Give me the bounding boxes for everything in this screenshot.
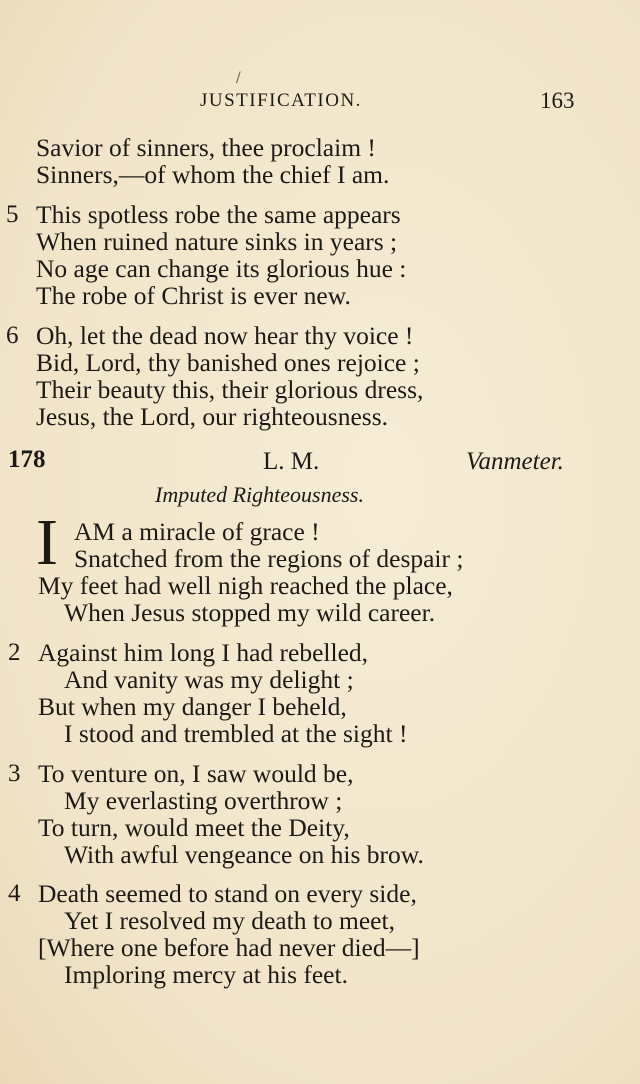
verse-number: 6: [6, 322, 19, 349]
verse-line: My feet had well nigh reached the place,: [38, 571, 453, 600]
verse-line: This spotless robe the same appears: [36, 200, 401, 229]
verse-number: 5: [6, 201, 19, 228]
running-head: JUSTIFICATION.: [200, 90, 362, 111]
verse-number: 2: [8, 639, 21, 666]
verse-line: No age can change its glorious hue :: [36, 254, 407, 283]
verse-number: 4: [8, 880, 21, 907]
verse-line: I stood and trembled at the sight !: [64, 719, 408, 748]
verse-line: AM a miracle of grace !: [74, 517, 320, 546]
verse-line: Bid, Lord, thy banished ones rejoice ;: [36, 348, 420, 377]
verse-line: Snatched from the regions of despair ;: [74, 544, 464, 573]
verse-line: To venture on, I saw would be,: [38, 759, 354, 788]
verse-line: When ruined nature sinks in years ;: [36, 227, 398, 256]
verse-line: And vanity was my delight ;: [64, 665, 354, 694]
verse-line: Jesus, the Lord, our righteousness.: [36, 402, 388, 431]
hymn-number: 178: [8, 446, 46, 473]
verse-line: Their beauty this, their glorious dress,: [36, 375, 424, 404]
verse-line: Yet I resolved my death to meet,: [64, 906, 395, 935]
verse-line: But when my danger I beheld,: [38, 692, 347, 721]
hymn-tune: Vanmeter.: [466, 448, 564, 475]
verse-line: Death seemed to stand on every side,: [38, 879, 417, 908]
hymn-meter: L. M.: [263, 448, 320, 475]
verse-line: When Jesus stopped my wild career.: [64, 598, 436, 627]
hymn-subtitle: Imputed Righteousness.: [155, 482, 364, 507]
tick-mark: /: [236, 70, 241, 86]
verse-line: Oh, let the dead now hear thy voice !: [36, 321, 414, 350]
page-number: 163: [540, 88, 575, 113]
verse-line: [Where one before had never died—]: [38, 933, 420, 962]
verse-line: Sinners,—of whom the chief I am.: [36, 160, 390, 189]
verse-line: Against him long I had rebelled,: [38, 638, 369, 667]
verse-line: To turn, would meet the Deity,: [38, 813, 350, 842]
verse-line: The robe of Christ is ever new.: [36, 281, 351, 310]
verse-line: With awful vengeance on his brow.: [64, 840, 424, 869]
drop-cap: I: [36, 506, 58, 579]
page-header: [0, 88, 640, 118]
verse-line: Imploring mercy at his feet.: [64, 960, 348, 989]
verse-line: My everlasting overthrow ;: [64, 786, 343, 815]
verse-number: 3: [8, 760, 21, 787]
verse-line: Savior of sinners, thee proclaim !: [36, 133, 376, 162]
